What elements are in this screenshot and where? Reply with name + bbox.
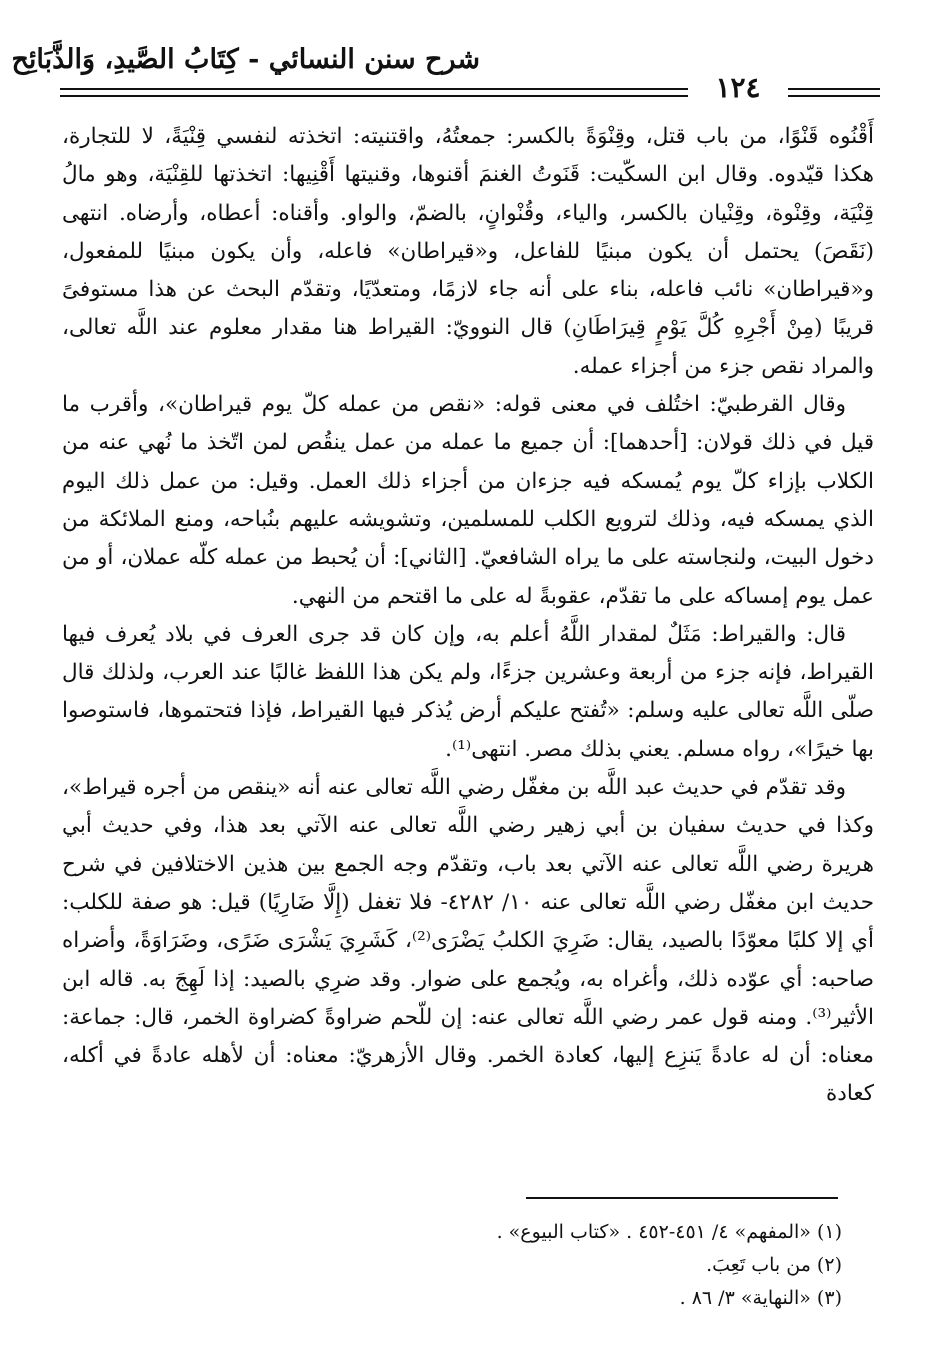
body-paragraph-2: وقال القرطبيّ: اختُلف في معنى قوله: «نقص من عمله كلّ يوم قيراطان»، وأقرب ما قيل في ذلك قولان: [أحدهما]: أن جميع ما عمله من عمل ينقُص لمن اتّخذ ما نُهي عنه من الكلاب بإزاء كلّ يوم يُمسكه فيه جزءان من أجزاء ذلك العمل. وقيل: من عمل ذلك اليوم الذي يمسكه فيه، وذلك لترويع الكلب للمسلمين، وتشويشه عليهم بنُباحه، ومنع الملائكة من دخول البيت، ولنجاسته على ما يراه الشافعيّ. [الثاني]: أن يُحبط من عمله كلّه عملان، أو من عمل يوم إمساكه على ما تقدّم، عقوبةً له على ما اقتحم من النهي.: [62, 392, 874, 609]
footnote-separator: [526, 1197, 838, 1199]
body-paragraph-1: أَقْنُوه قَنْوًا، من باب قتل، وقِنْوَةً بالكسر: جمعتُهُ، واقتنيته: اتخذته لنفسي قِنْيَةً، لا للتجارة، هكذا قيّدوه. وقال ابن السكّيت: قَنَوتُ الغنمَ أقنوها، وقنيتها أَقْنِيها: اتخذتها للقِنْيَة، وهو مالُ قِنْيَة، وقِنْوة، وقِنْيان بالكسر، والياء، وقُنْوانٍ، بالضمّ، والواو. وأقناه: أعطاه، وأرضاه. انتهى (نَقَصَ) يحتمل أن يكون مبنيًا للفاعل، و«قيراطان» فاعله، وأن يكون مبنيًا للمفعول، و«قيراطان» نائب فاعله، بناء على أنه جاء لازمًا، ومتعدّيًا، وتقدّم البحث عن هذا مستوفىً قريبًا (مِنْ أَجْرِهِ كُلَّ يَوْمٍ قِيرَاطَانِ) قال النوويّ: القيراط هنا مقدار معلوم عند اللَّه تعالى، والمراد نقص جزء من أجزاء عمله.: [62, 124, 874, 379]
footnote-2: (٢) من باب تَعِبَ.: [706, 1254, 842, 1276]
page-number: [688, 68, 788, 108]
page-number-right-bar: [798, 88, 848, 90]
page-number-left-bar: [628, 88, 678, 90]
running-header-title: شرح سنن النسائي - كِتَابُ الصَّيدِ، وَالذَّبَائِح: [11, 44, 480, 75]
footnote-1: (١) «المفهم» ٤/ ٤٥١-٤٥٢ . «كتاب البيوع» .: [496, 1221, 842, 1243]
page-number-text: ١٢٤: [715, 71, 761, 104]
footnotes: [322, 1216, 842, 1315]
body-text: [62, 118, 874, 1114]
body-paragraph-3: قال: والقيراط: مَثَلٌ لمقدار اللَّهُ أعلم به، وإن كان قد جرى العرف في بلاد يُعرف فيها القيراط، فإنه جزء من أربعة وعشرين جزءًا، ولم يكن هذا اللفظ غالبًا عند العرب، ولذلك قال صلّى اللَّه تعالى عليه وسلم: «تُفتح عليكم أرض يُذكر فيها القيراط، فإذا فتحتموها، فاستوصوا بها خيرًا»، رواه مسلم. يعني بذلك مصر. انتهى⁽¹⁾.: [62, 621, 874, 762]
body-paragraph-4: وقد تقدّم في حديث عبد اللَّه بن مغفّل رضي اللَّه تعالى عنه أنه «ينقص من أجره قيراط»، وكذا في حديث سفيان بن أبي زهير رضي اللَّه تعالى عنه الآتي بعد هذا، وفي حديث أبي هريرة رضي اللَّه تعالى عنه الآتي بعد باب، وتقدّم وجه الجمع بين هذين الاختلافين في شرح حديث ابن مغفّل رضي اللَّه تعالى عنه ١٠/ ٤٢٨٢- فلا تغفل (إِلَّا ضَارِيًا) قيل: هو صفة للكلب: أي إلا كلبًا معوّدًا بالصيد، يقال: ضَرِيَ الكلبُ يَضْرَى⁽²⁾، كَشَرِيَ يَشْرَى ضَرًى، وضَرَاوَةً، وأضراه صاحبه: أي عوّده ذلك، وأغراه به، ويُجمع على ضوار. وقد ضرِي بالصيد: إذا لَهِجَ به. قاله ابن الأثير⁽³⁾. ومنه قول عمر رضي اللَّه تعالى عنه: إن للّحم ضراوةً كضراوة الخمر، قال: جماعة: معناه: أن له عادةً يَنزِع إليها، كعادة الخمر. وقال الأزهريّ: معناه: أن لأهله عادةً في أكله، كعادة: [62, 775, 874, 1107]
footnote-3: (٣) «النهاية» ٣/ ٨٦ .: [679, 1287, 842, 1309]
